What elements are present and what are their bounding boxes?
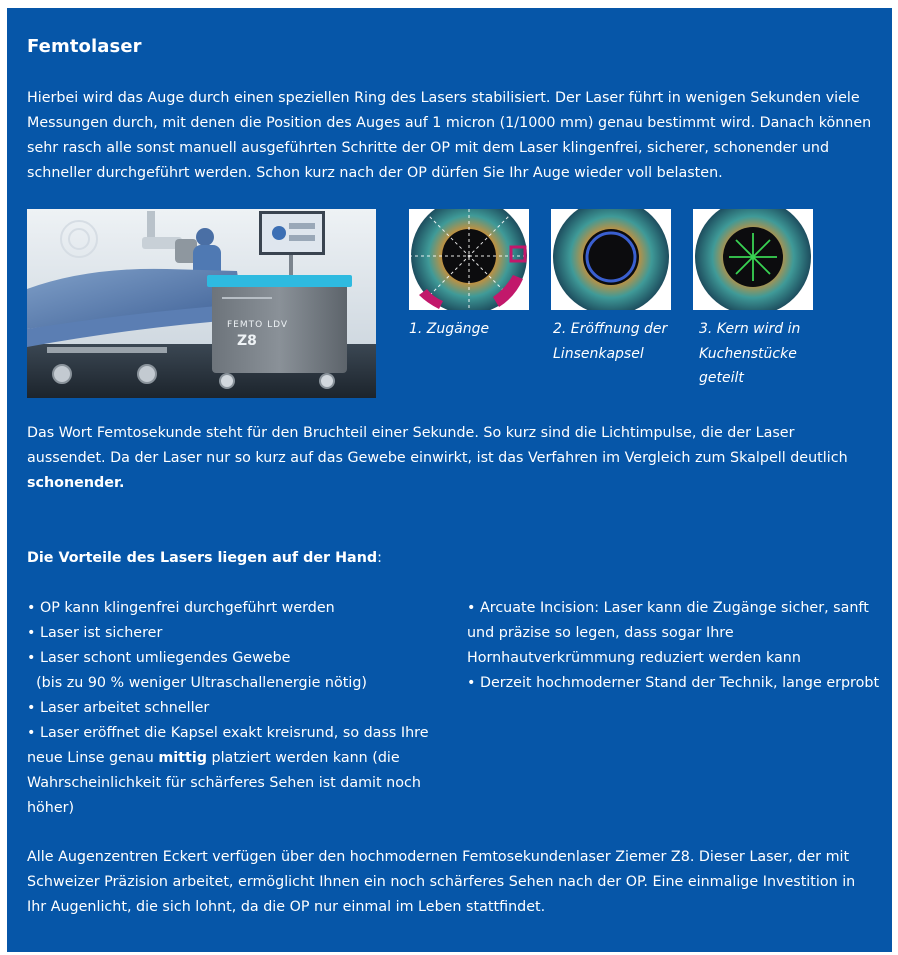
eye-segmentation-illustration bbox=[693, 209, 813, 310]
eye-image-incisions bbox=[409, 209, 529, 310]
operating-room-photo bbox=[27, 209, 376, 398]
closing-paragraph: Alle Augenzentren Eckert verfügen über den hochmodernen Femtosekundenlaser Ziemer Z8. Dieser Laser, der mit Schweizer Präzision arbeitet, ermöglicht Ihnen ein noch schärferes Sehen nach der OP. Eine einmalige Investition in Ihr Augenlicht, die sich lohnt, da die OP nur einmal im Leben stattfindet. bbox=[27, 849, 856, 915]
content-panel bbox=[7, 8, 892, 952]
machine-brand-label: FEMTO LDV bbox=[227, 320, 289, 330]
list-item-text: platziert werden kann (die Wahrscheinlichkeit für schärferes Sehen ist damit noch höher) bbox=[27, 750, 426, 816]
caption-incisions: 1. Zugänge bbox=[409, 321, 490, 337]
eye-capsulotomy-illustration bbox=[551, 209, 671, 310]
femtosecond-paragraph bbox=[27, 421, 877, 496]
advantages-heading-text: Die Vorteile des Lasers liegen auf der Hand bbox=[27, 550, 378, 566]
advantages-list-right bbox=[467, 596, 887, 696]
list-item: • Laser ist sicherer bbox=[27, 625, 163, 641]
list-item: • Derzeit hochmoderner Stand der Technik, lange erprobt bbox=[467, 675, 880, 691]
advantages-heading-colon: : bbox=[377, 550, 382, 566]
eye-image-capsulotomy bbox=[551, 209, 671, 310]
eye-image-nucleus-segmentation bbox=[693, 209, 813, 310]
list-item: • OP kann klingenfrei durchgeführt werden bbox=[27, 600, 335, 616]
list-item: • Arcuate Incision: Laser kann die Zugänge sicher, sanft und präzise so legen, dass sogar Ihre Hornhautverkrümmung reduziert werden kann bbox=[467, 600, 874, 666]
list-item: (bis zu 90 % weniger Ultraschallenergie nötig) bbox=[27, 675, 367, 691]
list-item-emphasis: mittig bbox=[158, 750, 207, 766]
list-item: • Laser schont umliegendes Gewebe bbox=[27, 650, 291, 666]
intro-paragraph: Hierbei wird das Auge durch einen speziellen Ring des Lasers stabilisiert. Der Laser führt in wenigen Sekunden viele Messungen durch, mit denen die Position des Auges auf 1 micron (1/1000 mm) genau bestimmt wird. Danach können sehr rasch alle sonst manuell ausgeführten Schritte der OP mit dem Laser klingenfrei, sicherer, schonender und schneller durchgeführt werden. Schon kurz nach der OP dürfen Sie Ihr Auge wieder voll belasten. bbox=[27, 90, 872, 181]
machine-model-label: Z8 bbox=[237, 333, 257, 349]
list-item-text: • Laser eröffnet die Kapsel exakt kreisrund, so dass Ihre neue Linse genau bbox=[27, 725, 434, 766]
page-title: Femtolaser bbox=[27, 36, 142, 57]
operating-room-illustration bbox=[27, 209, 376, 398]
femtosecond-emphasis: schonender. bbox=[27, 475, 125, 491]
caption-nucleus-segmentation: 3. Kern wird in Kuchenstücke geteilt bbox=[699, 321, 801, 386]
advantages-list-left bbox=[27, 596, 447, 821]
femtosecond-text: Das Wort Femtosekunde steht für den Bruchteil einer Sekunde. So kurz sind die Lichtimpulse, die der Laser aussendet. Da der Laser nur so kurz auf das Gewebe einwirkt, ist das Verfahren im Vergleich zum Skalpell deutlich bbox=[27, 425, 848, 466]
eye-incisions-illustration bbox=[409, 209, 529, 310]
caption-capsulotomy: 2. Eröffnung der Linsenkapsel bbox=[553, 321, 668, 362]
advantages-heading bbox=[27, 546, 382, 570]
list-item: • Laser arbeitet schneller bbox=[27, 700, 210, 716]
list-item bbox=[27, 721, 447, 821]
